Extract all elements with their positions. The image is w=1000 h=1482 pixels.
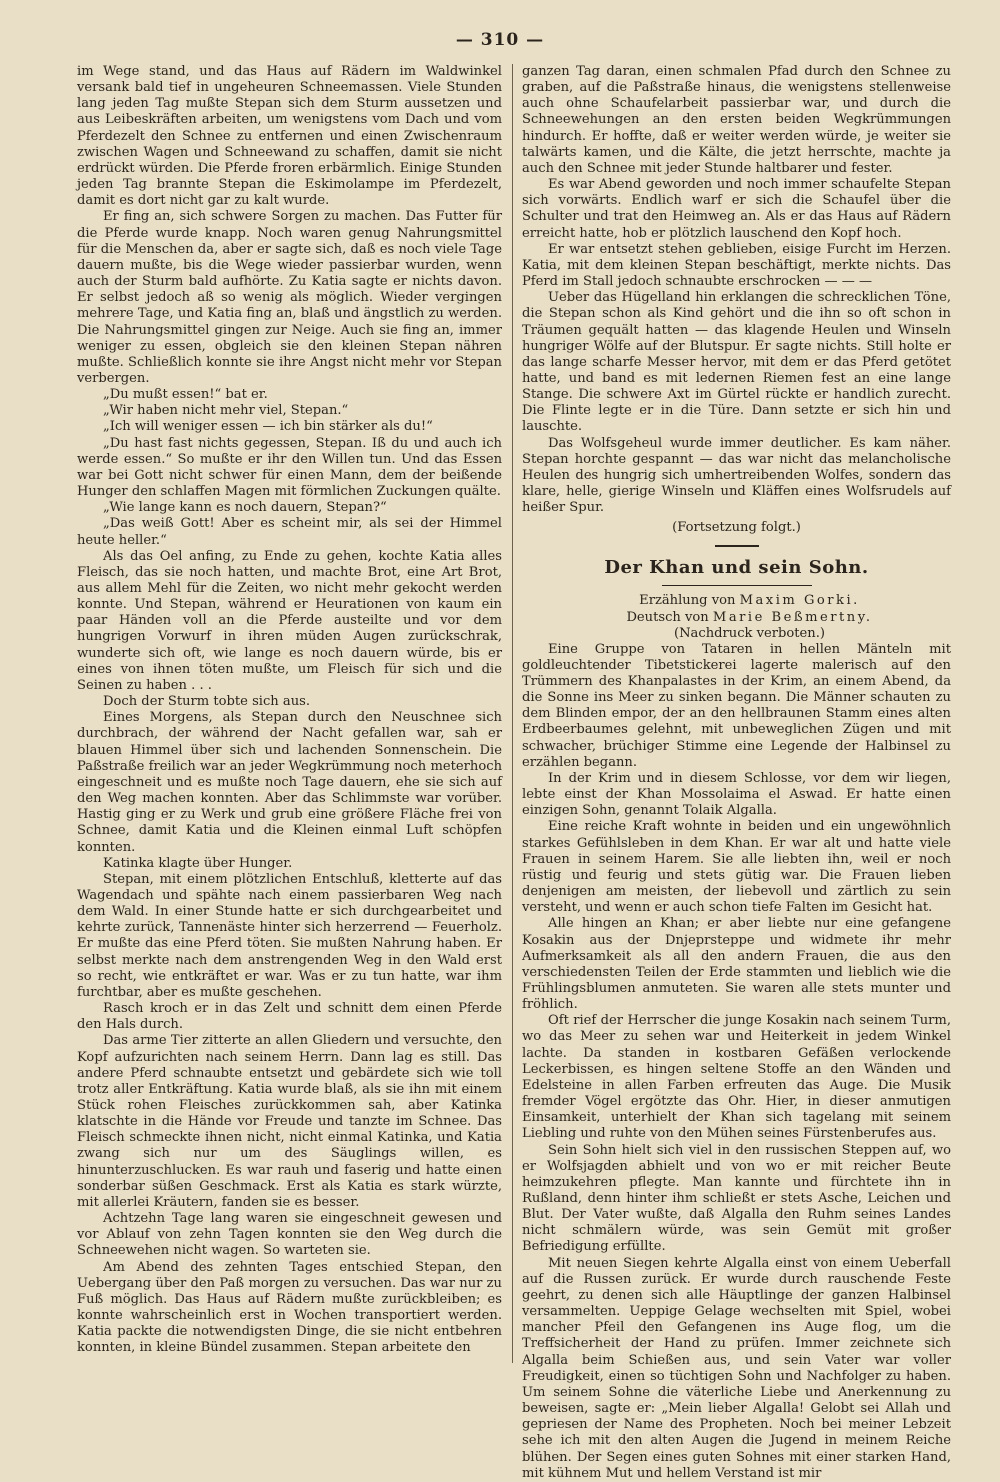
story-paragraph: Alle hingen an Khan; er aber liebte nur eine gefangene Kosakin aus der Dnjeprsteppe und widmete ihr mehr Aufmerksamkeit als all den andern Frauen, die aus den verschiedensten Teilen der Erde stammten und lieblich wie die Frühlingsblumen anmuteten. Sie waren alle stets munter und fröhlich. <box>522 916 951 1013</box>
right-column <box>522 64 951 1481</box>
paragraph: Katinka klagte über Hunger. <box>103 855 293 871</box>
translator-name: Marie Beßmertny. <box>712 609 873 625</box>
dialogue-line: „Das weiß Gott! Aber es scheint mir, als sei der Himmel heute heller.“ <box>77 516 502 548</box>
section-divider <box>715 545 759 547</box>
story-paragraph: In der Krim und in diesem Schlosse, vor dem wir liegen, lebte einst der Khan Mossolaima el Aswad. Er hatte einen einzigen Sohn, genannt Tolaik Algalla. <box>522 770 951 819</box>
paragraph: Doch der Sturm tobte sich aus. <box>103 694 311 710</box>
byline-prefix: Erzählung von <box>639 592 736 608</box>
story-paragraph: Mit neuen Siegen kehrte Algalla einst von einem Ueberfall auf die Russen zurück. Er wurde durch rauschende Feste geehrt, zu denen sich alle Häuptlinge der ganzen Halbinsel versammelten. Ueppige Gelage wechselten mit Spiel, wobei mancher Pfeil den Gefangenen ins Auge flog, um die Treffsicherheit der Hand zu prüfen. Immer zeichnete sich Algalla beim Schießen aus, und sein Vater war voller Freudigkeit, einen so tüchtigen Sohn und Nachfolger zu haben. Um seinem Sohne die väterliche Liebe und Anerkennung zu beweisen, sagte er: „Mein lieber Algalla! Gelobt sei Allah und gepriesen der Name des Propheten. Noch bei meiner Lebzeit sehe ich mit den alten Augen die Jugend in meinem Reiche blühen. Der Segen eines guten Sohnes mit einer starken Hand, mit kühnem Mut und hellem Verstand ist mir <box>522 1255 951 1481</box>
paragraph: Rasch kroch er in das Zelt und schnitt dem einen Pferde den Hals durch. <box>77 1001 502 1033</box>
paragraph: Das Wolfsgeheul wurde immer deutlicher. Es kam näher. Stepan horchte gespannt — das war nicht das melancholische Heulen des hungrig sich umhertreibenden Wolfes, sondern das klare, helle, gierige Winseln und Kläffen eines Wolfsrudels auf heißer Spur. <box>522 435 951 516</box>
left-column <box>77 64 502 1367</box>
translator-line <box>522 609 951 626</box>
paragraph: Ueber das Hügelland hin erklangen die schrecklichen Töne, die Stepan schon als Kind gehört und die ihn so oft schon in Träumen gequält hatten — das klagende Heulen und Winseln hungriger Wölfe auf der Blutspur. Er sagte nichts. Still holte er das lange scharfe Messer hervor, mit dem er das Pferd getötet hatte, und band es mit ledernen Riemen fest an eine lange Stange. Die schwere Axt im Gürtel rückte er handlich zurecht. Die Flinte legte er in die Türe. Dann setzte er sich hin und lauschte. <box>522 290 951 435</box>
story-byline <box>522 592 951 609</box>
paragraph: Stepan, mit einem plötzlichen Entschluß, kletterte auf das Wagendach und spähte nach einem passierbaren Weg nach dem Wald. In einer Stunde hatte er sich durchgearbeitet und kehrte zurück, Tannenäste hinter sich herzerrend — Feuerholz. Er mußte das eine Pferd töten. Sie mußten Nahrung haben. Er selbst merkte nach dem anstrengenden Weg in den Wald erst so recht, wie entkräftet er war. Was er zu tun hatte, war ihm furchtbar, aber es mußte geschehen. <box>77 871 502 1000</box>
dialogue-line: „Wie lange kann es noch dauern, Stepan?“ <box>103 500 387 516</box>
paragraph: Er war entsetzt stehen geblieben, eisige Furcht im Herzen. Katia, mit dem kleinen Stepan beschäftigt, merkte nichts. Das Pferd im Stall jedoch schnaubte erschrocken — — — <box>522 241 951 290</box>
dialogue-line: „Wir haben nicht mehr viel, Stepan.“ <box>103 403 349 419</box>
paragraph: Als das Oel anfing, zu Ende zu gehen, kochte Katia alles Fleisch, das sie noch hatten, und machte Brot, eine Art Brot, aus allem Mehl für die Zeiten, wo nicht mehr gekocht werden konnte. Und Stepan, während er Heurationen von kaum ein paar Händen voll an die Pferde austeilte und vor dem hungrigen Vorwurf in ihren müden Augen zurückschrak, wunderte sich oft, wie lange es noch dauern würde, bis er eines von ihnen töten mußte, um Fleisch für sich und die Seinen zu haben . . . <box>77 548 502 693</box>
paragraph: Am Abend des zehnten Tages entschied Stepan, den Uebergang über den Paß morgen zu versuchen. Das war nur zu Fuß möglich. Das Haus auf Rädern mußte zurückbleiben; es konnte wahrscheinlich erst in Wochen transportiert werden. Katia packte die notwendigsten Dinge, die sie nicht entbehren konnten, in kleine Bündel zusammen. Stepan arbeitete den <box>77 1259 502 1356</box>
paragraph: Achtzehn Tage lang waren sie eingeschneit gewesen und vor Ablauf von zehn Tagen konnten sie den Weg durch die Schneewehen nicht wagen. So warteten sie. <box>77 1211 502 1259</box>
story-paragraph: Oft rief der Herrscher die junge Kosakin nach seinem Turm, wo das Meer zu sehen war und Heiterkeit in jedem Winkel lachte. Da standen in kostbaren Gefäßen verlockende Leckerbissen, es hingen seltene Stoffe an den Wänden und Edelsteine in allen Farben erfreuten das Auge. Die Musik fremder Vögel ergötzte das Ohr. Hier, in dieser anmutigen Einsamkeit, unterhielt der Khan sich tagelang mit seinem Liebling und ruhte von den Mühen seines Fürstenberufes aus. <box>522 1013 951 1142</box>
translator-prefix: Deutsch von <box>626 609 709 625</box>
author-name: Maxim Gorki. <box>739 592 860 608</box>
reprint-notice: (Nachdruck verboten.) <box>673 625 826 641</box>
paragraph: ganzen Tag daran, einen schmalen Pfad durch den Schnee zu graben, auf die Paßstraße hinaus, die wenigstens stellenweise auch ohne Schaufelarbeit passierbar war, und durch die Schneewehungen an den ersten beiden Wegkrümmungen hindurch. Er hoffte, daß er weiter werden würde, je weiter sie talwärts kamen, und die Kälte, die jetzt herrschte, machte ja auch den Schnee mit jeder Stunde haltbarer und fester. <box>522 64 951 176</box>
paragraph: Er fing an, sich schwere Sorgen zu machen. Das Futter für die Pferde wurde knapp. Noch waren genug Nahrungsmittel für die Menschen da, aber er sagte sich, daß es noch viele Tage dauern mußte, bis die Wege wieder passierbar wurden, wenn auch der Sturm bald aufhörte. Zu Katia sagte er nichts davon. Er selbst jedoch aß so wenig als möglich. Wieder vergingen mehrere Tage, und Katia fing an, blaß und ängstlich zu werden. Die Nahrungsmittel gingen zur Neige. Auch sie fing an, immer weniger zu essen, obgleich sie den kleinen Stepan nähren mußte. Schließlich konnte sie ihre Angst nicht mehr vor Stepan verbergen. <box>77 209 502 386</box>
paragraph: Eines Morgens, als Stepan durch den Neuschnee sich durchbrach, der während der Nacht gefallen war, sah er blauen Himmel über sich und lachenden Sonnenschein. Die Paßstraße freilich war an jeder Wegkrümmung noch meterhoch eingeschneit und es mußte noch Tage dauern, ehe sie sich auf den Weg machen konnten. Aber das Schlimmste war vorüber. Hastig ging er zu Werk und grub eine größere Fläche frei von Schnee, damit Katia und die Kleinen einmal Luft schöpfen konnten. <box>77 710 502 855</box>
story-paragraph: Sein Sohn hielt sich viel in den russischen Steppen auf, wo er Wolfsjagden abhielt und von wo er mit reicher Beute heimzukehren pflegte. Man kannte und fürchtete ihn in Rußland, denn hinter ihm schließt er stets Asche, Leichen und Blut. Der Vater wußte, daß Algalla den Ruhm seines Landes nicht schmälern würde, was sein Gemüt mit großer Befriedigung erfüllte. <box>522 1142 951 1255</box>
dialogue-line: „Du hast fast nichts gegessen, Stepan. Iß du und auch ich werde essen.“ So mußte er ihr den Willen tun. Und das Essen war bei Gott nicht schwer für einen Mann, dem der beißende Hunger den schlaffen Magen mit förmlichen Zuckungen quälte. <box>77 435 502 500</box>
dialogue-line: „Ich will weniger essen — ich bin stärker als du!“ <box>103 419 433 435</box>
column-divider <box>512 64 513 1363</box>
story-title: Der Khan und sein Sohn. <box>604 556 869 578</box>
story-paragraph: Eine Gruppe von Tataren in hellen Mänteln mit goldleuchtender Tibetstickerei lagerte malerisch auf den Trümmern des Khanpalastes in der Krim, an einem Abend, da die Sonne ins Meer zu sinken begann. Die Männer schauten zu dem Blinden empor, der an den hellbraunen Stamm eines alten Erdbeerbaumes gelehnt, mit unbeweglichen Zügen und mit schwacher, brüchiger Stimme eine Legende der Halbinsel zu erzählen begann. <box>522 641 951 770</box>
paragraph: Es war Abend geworden und noch immer schaufelte Stepan sich vorwärts. Endlich warf er sich die Schaufel über die Schulter und trat den Heimweg an. Als er das Haus auf Rädern erreicht hatte, hob er plötzlich lauschend den Kopf hoch. <box>522 177 951 241</box>
paragraph: Das arme Tier zitterte an allen Gliedern und versuchte, den Kopf aufzurichten nach seinem Herrn. Dann lag es still. Das andere Pferd schnaubte entsetzt und gebärdete sich wie toll trotz aller Entkräftung. Katia wurde blaß, als sie ihn mit einem Stück rohen Fleisches zurückkommen sah, aber Katinka klatschte in die Hände vor Freude und tanzte im Schnee. Das Fleisch schmeckte ihnen nicht, nicht einmal Katinka, und Katia zwang sich nur um des Säuglings willen, es hinunterzuschlucken. Es war rauh und faserig und hatte einen sonderbar süßen Geschmack. Erst als Katia es stark würzte, mit allerlei Kräutern, fanden sie es besser. <box>77 1033 502 1210</box>
story-paragraph: Eine reiche Kraft wohnte in beiden und ein ungewöhnlich starkes Gefühlsleben in dem Khan. Er war alt und hatte viele Frauen in seinem Harem. Sie alle liebten ihn, weil er noch rüstig und feurig und stets gütig war. Die Frauen lieben denjenigen am meisten, der liebevoll und zärtlich zu sein versteht, und wenn er auch schon tiefe Falten im Gesicht hat. <box>522 819 951 916</box>
dialogue-line: „Du mußt essen!“ bat er. <box>103 387 268 403</box>
paragraph: im Wege stand, und das Haus auf Rädern im Waldwinkel versank bald tief in ungeheuren Schneemassen. Viele Stunden lang jeden Tag mußte Stepan sich dem Sturm aussetzen und aus Leibeskräften arbeiten, um wenigstens vom Dach und vom Pferdezelt den Schnee zu entfernen und einen Zwischenraum zwischen Wagen und Schneewand zu schaffen, damit sie nicht erdrückt würden. Die Pferde froren erbärmlich. Einige Stunden jeden Tag brannte Stepan die Eskimolampe im Pferdezelt, damit es dort nicht gar zu kalt wurde. <box>77 64 502 209</box>
continued-note: (Fortsetzung folgt.) <box>672 520 801 536</box>
page-number: — 310 — <box>455 30 545 50</box>
title-rule <box>662 585 812 586</box>
